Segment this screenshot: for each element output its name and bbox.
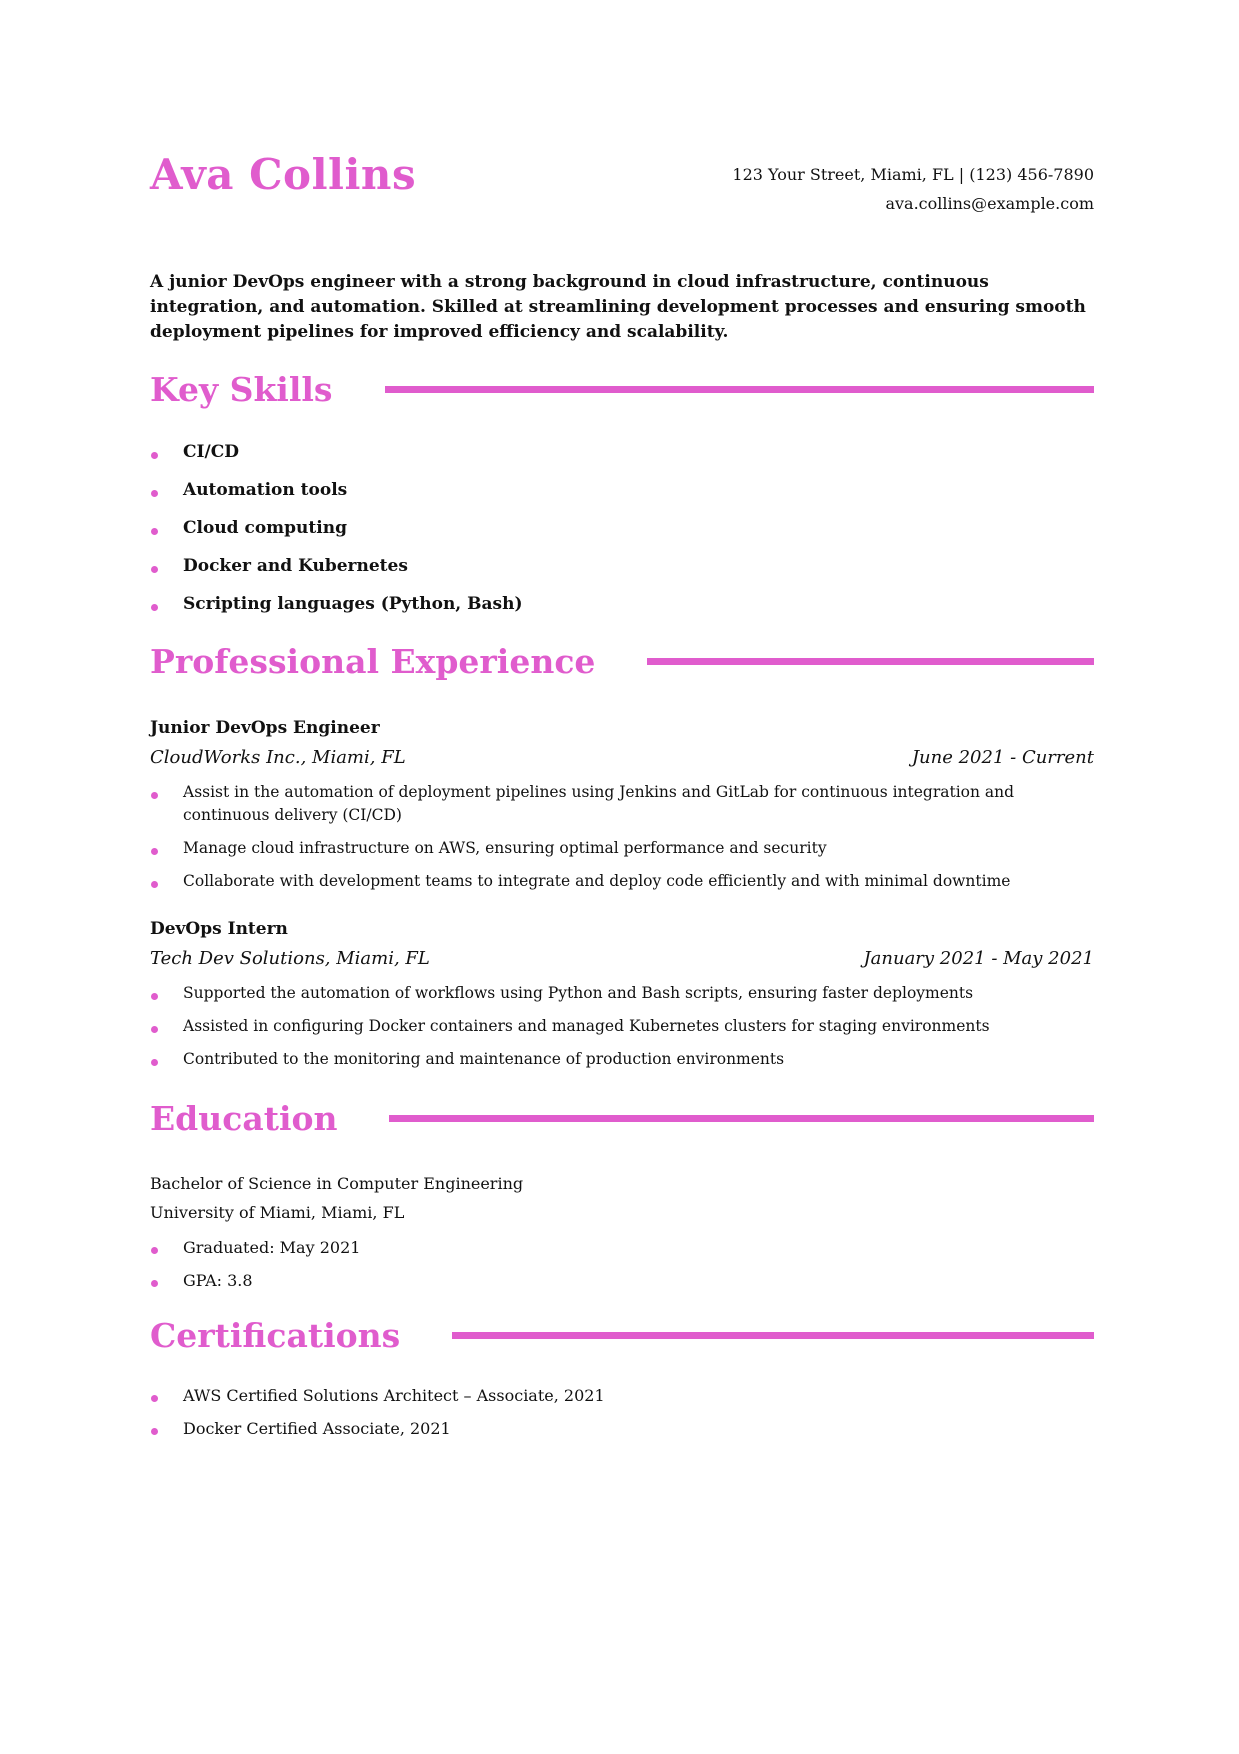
education-section-title: Education (150, 1099, 338, 1138)
section-divider (385, 386, 1095, 393)
certifications-section-header (150, 1316, 1094, 1355)
skill-item: Cloud computing (150, 517, 523, 539)
duty-item: Contributed to the monitoring and maintenance of production environments (150, 1048, 1063, 1071)
duty-item: Supported the automation of workflows using Python and Bash scripts, ensuring faster deployments (150, 982, 1063, 1005)
skill-item: CI/CD (150, 441, 523, 463)
job-duties (150, 781, 1094, 893)
duty-item: Assisted in configuring Docker containers and managed Kubernetes clusters for staging environments (150, 1015, 1063, 1038)
duty-item: Manage cloud infrastructure on AWS, ensuring optimal performance and security (150, 837, 1063, 860)
contact-email: ava.collins@example.com (885, 194, 1094, 213)
skills-list (150, 441, 523, 631)
education-section-header (150, 1099, 1094, 1138)
job-meta (150, 743, 1094, 773)
section-divider (389, 1115, 1094, 1122)
certification-item: AWS Certified Solutions Architect – Associate, 2021 (150, 1384, 605, 1407)
contact-block (732, 160, 1094, 218)
job-company: Tech Dev Solutions, Miami, FL (150, 948, 430, 969)
skill-item: Docker and Kubernetes (150, 555, 523, 577)
job-dates: January 2021 - May 2021 (863, 948, 1094, 969)
duty-item: Collaborate with development teams to integrate and deploy code efficiently and with minimal downtime (150, 870, 1063, 893)
skills-section-title: Key Skills (150, 370, 333, 409)
job-meta (150, 944, 1094, 974)
section-divider (647, 658, 1094, 665)
school: University of Miami, Miami, FL (150, 1203, 405, 1222)
skill-item: Scripting languages (Python, Bash) (150, 593, 523, 615)
section-divider (452, 1332, 1094, 1339)
certifications-list (150, 1384, 605, 1450)
skill-item: Automation tools (150, 479, 523, 501)
education-detail: Graduated: May 2021 (150, 1236, 1094, 1259)
education-entry (150, 1169, 1094, 1302)
certifications-section-title: Certifications (150, 1316, 401, 1355)
skills-section-header (150, 370, 1094, 409)
candidate-name: Ava Collins (150, 150, 417, 199)
education-details (150, 1236, 1094, 1292)
job-duties (150, 982, 1094, 1071)
experience-section-header (150, 642, 1094, 681)
job-entry (150, 914, 1094, 1081)
job-dates: June 2021 - Current (911, 747, 1094, 768)
contact-address-phone: 123 Your Street, Miami, FL | (123) 456-7890 (732, 165, 1094, 184)
job-title: DevOps Intern (150, 919, 288, 939)
experience-section-title: Professional Experience (150, 642, 596, 681)
certification-item: Docker Certified Associate, 2021 (150, 1417, 605, 1440)
professional-summary: A junior DevOps engineer with a strong background in cloud infrastructure, continuous integration, and automation. Skilled at streamlining development processes and ensuring smooth deployment pipelines for improved efficiency and scalability. (150, 272, 1086, 342)
job-title: Junior DevOps Engineer (150, 718, 380, 738)
degree: Bachelor of Science in Computer Engineering (150, 1174, 524, 1193)
job-company: CloudWorks Inc., Miami, FL (150, 747, 406, 768)
duty-item: Assist in the automation of deployment pipelines using Jenkins and GitLab for continuous integration and continuous delivery (CI/CD) (150, 781, 1063, 827)
job-entry (150, 713, 1094, 903)
education-detail: GPA: 3.8 (150, 1269, 1094, 1292)
